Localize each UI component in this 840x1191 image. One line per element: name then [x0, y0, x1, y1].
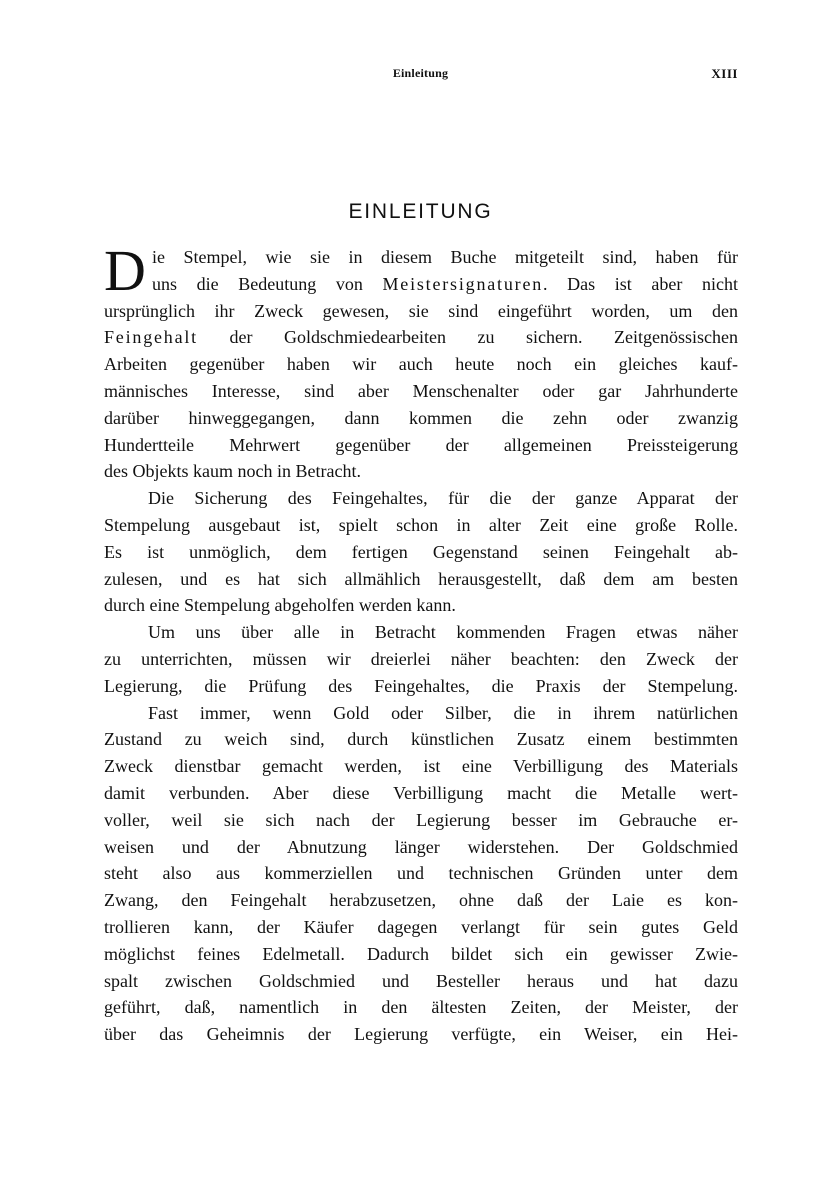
page-number: XIII: [711, 66, 738, 81]
text-line: durch eine Stempelung abgeholfen werden kann.: [104, 595, 456, 616]
text-line: Stempelung ausgebaut ist, spielt schon in alter Zeit eine große Rolle.: [104, 514, 738, 535]
running-head-title: Einleitung: [392, 66, 449, 80]
text-line: Es ist unmöglich, dem fertigen Gegenstand seinen Feingehalt ab-: [104, 541, 738, 562]
text-line: Fast immer, wenn Gold oder Silber, die in ihrem natürlichen: [148, 702, 738, 723]
text-line: Legierung, die Prüfung des Feingehaltes, die Praxis der Stempelung.: [104, 675, 738, 696]
text-line: des Objekts kaum noch in Betracht.: [104, 461, 361, 482]
text-line: Zustand zu weich sind, durch künstlichen Zusatz einem bestimmten: [104, 729, 738, 750]
text-line: möglichst feines Edelmetall. Dadurch bildet sich ein gewisser Zwie-: [104, 943, 738, 964]
text-line: [104, 324, 738, 351]
text-line: damit verbunden. Aber diese Verbilligung macht die Metalle wert-: [104, 782, 738, 803]
text-line: männisches Interesse, sind aber Menschenalter oder gar Jahrhunderte: [104, 380, 738, 401]
spaced-term: Meistersignaturen: [382, 273, 544, 294]
text-line: zulesen, und es hat sich allmählich herausgestellt, daß dem am besten: [104, 568, 738, 589]
drop-cap: D: [104, 238, 146, 303]
text-line: spalt zwischen Goldschmied und Besteller heraus und hat dazu: [104, 970, 738, 991]
text-line: ie Stempel, wie sie in diesem Buche mitgeteilt sind, haben für: [152, 247, 738, 267]
text-line: geführt, daß, namentlich in den ältesten Zeiten, der Meister, der: [104, 997, 738, 1018]
text-line: zu unterrichten, müssen wir dreierlei näher beachten: den Zweck der: [104, 648, 738, 669]
text-line: darüber hinweggegangen, dann kommen die zehn oder zwanzig: [104, 407, 738, 428]
text-line: trollieren kann, der Käufer dagegen verlangt für sein gutes Geld: [104, 916, 738, 937]
text-line: Arbeiten gegenüber haben wir auch heute noch ein gleiches kauf-: [104, 354, 738, 375]
body-text: [104, 238, 738, 1048]
text-line: voller, weil sie sich nach der Legierung besser im Gebrauche er-: [104, 809, 738, 830]
text-span: . Das ist aber nicht: [543, 273, 738, 294]
text-line: weisen und der Abnutzung länger widerstehen. Der Goldschmied: [104, 836, 738, 857]
text-line: Zwang, den Feingehalt herabzusetzen, ohne daß der Laie es kon-: [104, 890, 738, 911]
spaced-term: Feingehalt: [104, 327, 198, 348]
text-line: Zweck dienstbar gemacht werden, ist eine Verbilligung des Materials: [104, 756, 738, 777]
running-head: [103, 66, 738, 86]
text-line: [104, 271, 738, 298]
text-span: uns die Bedeutung von: [152, 273, 383, 294]
text-line: Um uns über alle in Betracht kommenden Fragen etwas näher: [148, 622, 738, 643]
chapter-title: EINLEITUNG: [348, 200, 493, 223]
text-span: der Goldschmiedearbeiten zu sichern. Zeitgenössischen: [197, 327, 738, 348]
text-line: steht also aus kommerziellen und technischen Gründen unter dem: [104, 863, 738, 884]
text-line: über das Geheimnis der Legierung verfügte, ein Weiser, ein Hei-: [104, 1024, 738, 1045]
text-line: Die Sicherung des Feingehaltes, für die der ganze Apparat der: [148, 488, 738, 509]
text-line: Hundertteile Mehrwert gegenüber der allgemeinen Preissteigerung: [104, 434, 738, 455]
text-line: ursprünglich ihr Zweck gewesen, sie sind eingeführt worden, um den: [104, 300, 738, 321]
